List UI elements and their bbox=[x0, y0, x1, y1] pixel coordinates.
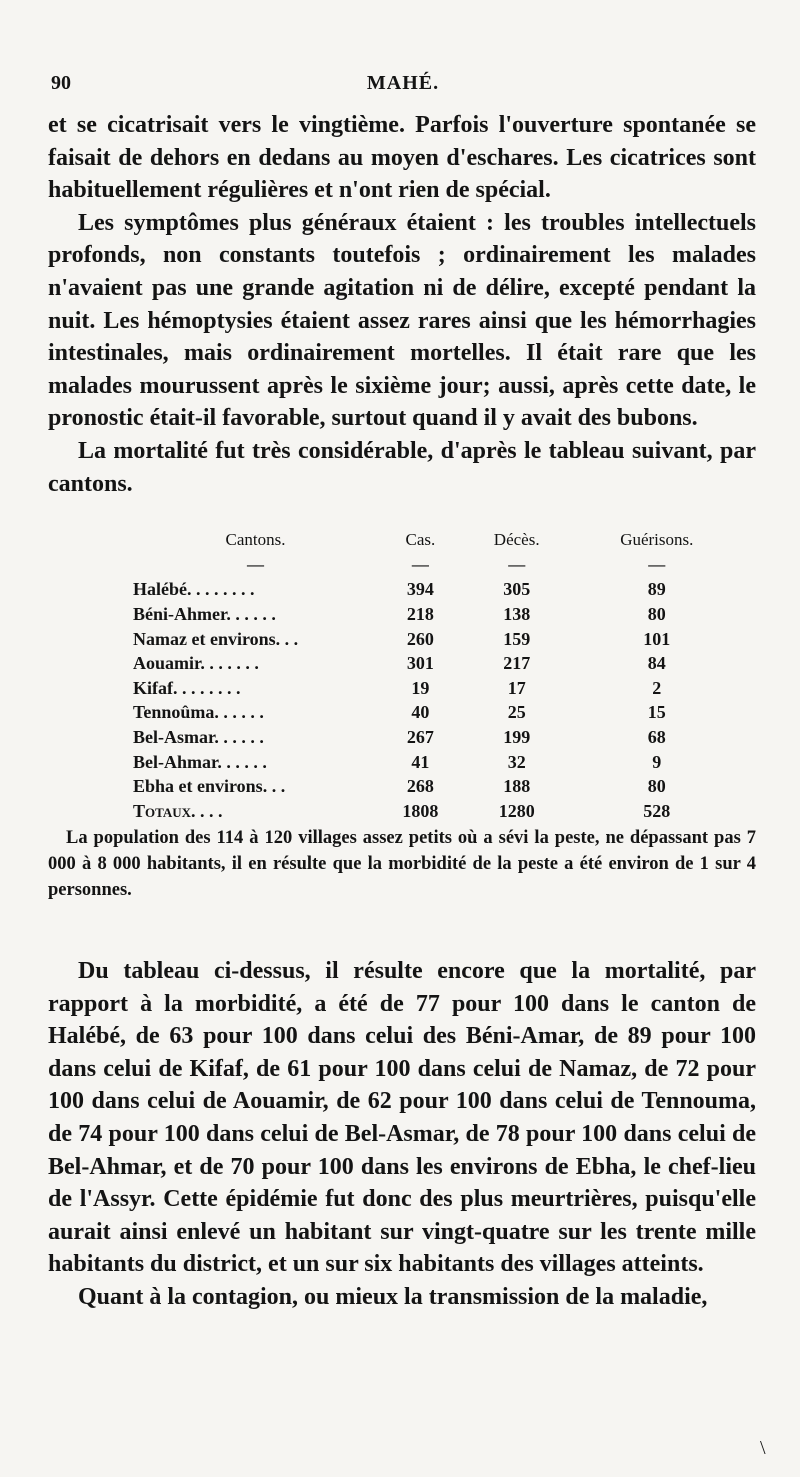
totals-row bbox=[133, 799, 743, 824]
deces-value: 32 bbox=[507, 751, 526, 772]
table-row bbox=[133, 676, 743, 701]
table-row bbox=[133, 651, 743, 676]
body-text-top bbox=[48, 109, 756, 500]
cas-value: 268 bbox=[406, 776, 434, 797]
totals-label: Totaux. . . . bbox=[133, 800, 223, 821]
header-dash-row bbox=[133, 553, 743, 578]
table-row bbox=[133, 725, 743, 750]
cas-value: 218 bbox=[406, 603, 434, 624]
guerisons-value: 84 bbox=[647, 653, 666, 674]
guerisons-value: 89 bbox=[647, 579, 666, 600]
guerisons-value: 101 bbox=[643, 628, 671, 649]
canton-name: Béni-Ahmer. . . . . . bbox=[133, 603, 276, 624]
dash: — bbox=[411, 555, 429, 575]
deces-value: 159 bbox=[503, 628, 531, 649]
header-cas: Cas. bbox=[405, 530, 436, 549]
guerisons-value: 9 bbox=[652, 751, 662, 772]
guerisons-value: 15 bbox=[647, 702, 666, 723]
canton-name: Tennoûma. . . . . . bbox=[133, 702, 264, 723]
running-head bbox=[48, 72, 758, 102]
table-row bbox=[133, 578, 743, 603]
deces-value: 17 bbox=[507, 677, 526, 698]
canton-name: Aouamir. . . . . . . bbox=[133, 653, 259, 674]
deces-value: 217 bbox=[503, 653, 531, 674]
cas-value: 40 bbox=[411, 702, 430, 723]
total-guerisons: 528 bbox=[643, 800, 671, 821]
deces-value: 305 bbox=[503, 579, 531, 600]
cas-value: 394 bbox=[406, 579, 434, 600]
deces-value: 188 bbox=[503, 776, 531, 797]
cas-value: 19 bbox=[411, 677, 430, 698]
paragraph-cicatrisation: et se cicatrisait vers le vingtième. Parfois l'ouverture spontanée se faisait de dehors en dedans au moyen d'eschares. Les cicatrices sont habituellement régulières et n'ont rien de spécial. bbox=[48, 112, 756, 204]
paragraph-mortality-intro: La mortalité fut très considérable, d'après le tableau suivant, par cantons. bbox=[48, 437, 756, 497]
cas-value: 267 bbox=[406, 726, 434, 747]
table-row bbox=[133, 602, 743, 627]
guerisons-value: 2 bbox=[652, 677, 662, 698]
canton-name: Ebha et environs. . . bbox=[133, 776, 286, 797]
canton-name: Namaz et environs. . . bbox=[133, 628, 299, 649]
canton-name: Kifaf. . . . . . . . bbox=[133, 677, 241, 698]
table-note bbox=[48, 825, 756, 903]
paragraph-mortality-ratio: Du tableau ci-dessus, il résulte encore que la mortalité, par rapport à la morbidité, a été de 77 pour 100 dans le canton de Halébé, de 63 pour 100 dans celui des Béni-Amar, de 89 pour 100 dans celui de Kifaf, de 61 pour 100 dans celui de Namaz, de 72 pour 100 dans celui de Aouamir, de 62 pour 100 dans celui de Tennouma, de 74 pour 100 dans celui de Bel-Asmar, de 78 pour 100 dans celui de Bel-Ahmar, et de 70 pour 100 dans les environs de Ebha, le chef-lieu de l'Assyr. Cette épidémie fut donc des plus meurtrières, puisqu'elle aurait ainsi enlevé un habitant sur vingt-quatre sur les trente mille habitants du district, et un sur six habitants des villages atteints. bbox=[48, 958, 756, 1278]
dash: — bbox=[508, 555, 526, 575]
table-row bbox=[133, 701, 743, 726]
cas-value: 260 bbox=[406, 628, 434, 649]
deces-value: 25 bbox=[507, 702, 526, 723]
dash: — bbox=[648, 555, 666, 575]
body-text-bottom bbox=[48, 955, 756, 1314]
mortality-table bbox=[133, 527, 743, 824]
deces-value: 138 bbox=[503, 603, 531, 624]
guerisons-value: 80 bbox=[647, 603, 666, 624]
paragraph-contagion: Quant à la contagion, ou mieux la transmission de la maladie, bbox=[78, 1283, 708, 1310]
deces-value: 199 bbox=[503, 726, 531, 747]
total-cas: 1808 bbox=[402, 800, 439, 821]
canton-name: Halébé. . . . . . . . bbox=[133, 579, 255, 600]
canton-name: Bel-Asmar. . . . . . bbox=[133, 726, 264, 747]
table-row bbox=[133, 627, 743, 652]
print-speck: \ bbox=[760, 1437, 766, 1459]
header-guerisons: Guérisons. bbox=[620, 530, 694, 549]
dash: — bbox=[247, 555, 264, 575]
total-deces: 1280 bbox=[498, 800, 535, 821]
canton-name: Bel-Ahmar. . . . . . bbox=[133, 751, 267, 772]
guerisons-value: 68 bbox=[647, 726, 666, 747]
header-deces: Décès. bbox=[493, 530, 540, 549]
page-number: 90 bbox=[51, 72, 71, 94]
header-cantons: Cantons. bbox=[225, 530, 286, 549]
guerisons-value: 80 bbox=[647, 776, 666, 797]
cas-value: 301 bbox=[406, 653, 434, 674]
table-row bbox=[133, 750, 743, 775]
paragraph-symptoms: Les symptômes plus généraux étaient : les troubles intellectuels profonds, non constants toutefois ; ordinairement les malades n'avaient pas une grande agitation ni de délire, excepté pendant la nuit. Les hémoptysies étaient assez rares ainsi que les hémorrhagies intestinales, mais ordinairement mortelles. Il était rare que les malades mourussent après le sixième jour; aussi, après cette date, le pronostic était-il favorable, surtout quand il y avait des bubons. bbox=[48, 209, 756, 432]
cas-value: 41 bbox=[411, 751, 430, 772]
running-title: MAHÉ. bbox=[366, 72, 440, 94]
table-header-row bbox=[133, 527, 743, 553]
note-text: La population des 114 à 120 villages assez petits où a sévi la peste, ne dépassant pas 7 000 à 8 000 habitants, il en résulte que la morbidité de la peste a été environ de 1 sur 4 personnes. bbox=[48, 828, 756, 900]
table-row bbox=[133, 774, 743, 799]
